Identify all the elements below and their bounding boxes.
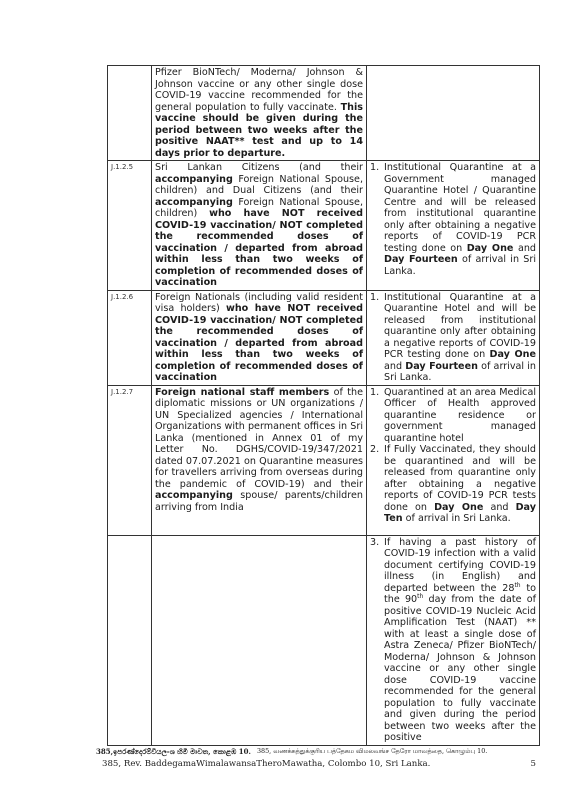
text-run: and — [384, 360, 406, 372]
bold-text: Foreign national staff members — [155, 386, 330, 398]
text-run: and — [513, 242, 536, 254]
measures-list — [370, 387, 536, 525]
footer-tamil-address: 385, வணக்கத்துக்குரிய பத்தேகம விமலவங்ச தேரோ மாவத்தை, கொழும்பு 10. — [256, 747, 488, 755]
text-run: of the diplomatic missions or UN organizations / UN Specialized agencies / International Organizations with permanent offices in Sri Lanka (mentioned in Annex 01 of my Letter No. DGHS/COVID-19/347/2021 dated 07.07.2021 on Quarantine measures for travellers arriving from overseas during the pandemic of COVID-19) and their — [155, 386, 364, 490]
text-run: Institutional Quarantine at a Quarantine Hotel and will be released from institutional quarantine only after obtaining a negative reports of COVID-19 PCR testing done on — [384, 291, 536, 360]
category-cell — [152, 290, 367, 385]
row-number: J.1.2.5 — [108, 161, 152, 291]
bold-text: who have NOT received COVID-19 vaccination/ NOT completed the recommended doses of vaccination / departed from abroad within less than two weeks of completion of recommended doses of vaccination — [155, 303, 363, 383]
text-run: and — [483, 501, 516, 513]
text-run: Foreign Nationals (including valid resident visa holders) — [155, 291, 363, 314]
footer-sinhala-address: 385,ඉපරණ්දෙරම්වියල-ශ හිමි මාවත, කොළඹ 10. — [96, 747, 251, 756]
category-cell — [152, 161, 367, 291]
measures-cell — [367, 385, 540, 535]
item-text — [384, 444, 536, 525]
item-number: 3. — [370, 536, 380, 548]
bold-text: Day Fourteen — [405, 360, 478, 372]
item-number: 1. — [370, 386, 380, 398]
text-run: th — [514, 581, 521, 589]
row-number — [108, 535, 152, 745]
measures-cell — [367, 535, 540, 745]
text-run: Quarantined at an area Medical Officer of Health approved quarantine residence or government managed quarantine hotel — [384, 386, 536, 444]
bold-text: accompanying — [155, 196, 233, 208]
bold-text: accompanying — [155, 490, 233, 501]
bold-text: who have NOT received COVID-19 vaccination/ NOT completed the recommended doses of vaccination / departed from abroad within less than two weeks of completion of recommended doses of vaccination — [155, 208, 363, 288]
text-run: Foreign National Spouse, children) — [155, 196, 363, 219]
measures-cell — [367, 161, 540, 291]
page-number: 5 — [530, 759, 536, 769]
text-run: to the 90 — [384, 582, 537, 605]
text-run: spouse/ parents/children arriving from India — [155, 490, 363, 513]
table-row — [108, 290, 540, 385]
category-cell — [152, 66, 367, 161]
footer-english-address: 385, Rev. BaddegamaWimalawansaTheroMawatha, Colombo 10, Sri Lanka. — [102, 759, 431, 769]
measures-list — [370, 537, 536, 744]
text-run: of arrival in Sri Lanka. — [402, 513, 511, 524]
measures-cell — [367, 66, 540, 161]
item-number: 2. — [370, 444, 380, 455]
text-run: of arrival in Sri Lanka. — [384, 360, 536, 383]
list-item — [370, 537, 536, 744]
item-text — [384, 387, 536, 445]
guidelines-table — [107, 65, 540, 746]
measures-cell — [367, 290, 540, 385]
table-row — [108, 161, 540, 291]
bold-text: Day One — [434, 501, 484, 513]
category-cell — [152, 535, 367, 745]
text-run: If Fully Vaccinated, they should be quarantined and will be released from quarantine only after obtaining a negative reports of COVID-19 PCR tests done on — [384, 444, 536, 513]
bold-text: Day Ten — [384, 501, 536, 524]
item-text — [384, 292, 536, 384]
text-run: If having a past history of COVID-19 infection with a valid document certifying COVID-19 illness (in English) and departed between the 28 — [384, 536, 536, 594]
measures-list — [370, 162, 536, 277]
text-run: Pfizer BioNTech/ Moderna/ Johnson & Johnson vaccine or any other single dose COVID-19 vaccine recommended for the general population to fully vaccinate. — [155, 67, 363, 113]
item-text — [384, 537, 536, 744]
text-run: of arrival in Sri Lanka. — [384, 254, 536, 277]
text-run: day from the date of positive COVID-19 Nucleic Acid Amplification Test (NAAT) ** with at least a single dose of Astra Zeneca/ Pfizer BioNTech/ Moderna/ Johnson & Johnson vaccine or any other single dose COVID-19 vaccine recommended for the general population to fully vaccinate and given during the period between two weeks after the positive — [384, 594, 536, 743]
footer-local-address — [96, 747, 536, 757]
item-text — [384, 162, 536, 277]
row-number: J.1.2.7 — [108, 385, 152, 535]
text-run: th — [417, 592, 424, 600]
item-number: 1. — [370, 291, 380, 303]
text-run: Foreign National Spouse, children) and Dual Citizens (and their — [155, 173, 363, 196]
list-item — [370, 292, 536, 384]
list-item — [370, 444, 536, 525]
page-footer — [96, 747, 536, 769]
row-number: J.1.2.6 — [108, 290, 152, 385]
table-row — [108, 385, 540, 535]
list-item — [370, 162, 536, 277]
bold-text: accompanying — [155, 173, 233, 185]
bold-text: Day One — [466, 242, 514, 254]
bold-text: This vaccine should be given during the period between two weeks after the positive NAAT** test and up to 14 days prior to departure. — [155, 101, 363, 159]
list-item — [370, 387, 536, 445]
category-cell — [152, 385, 367, 535]
measures-list — [370, 292, 536, 384]
text-run: Sri Lankan Citizens (and their — [155, 162, 363, 173]
bold-text: Day One — [489, 349, 536, 360]
table-row — [108, 66, 540, 161]
text-run: Institutional Quarantine at a Government managed Quarantine Hotel / Quarantine Centre and will be released from institutional quarantine only after obtaining a negative reports of COVID-19 PCR testing done on — [384, 162, 536, 254]
table-row — [108, 535, 540, 745]
item-number: 1. — [370, 162, 380, 173]
row-number — [108, 66, 152, 161]
bold-text: Day Fourteen — [384, 254, 458, 265]
